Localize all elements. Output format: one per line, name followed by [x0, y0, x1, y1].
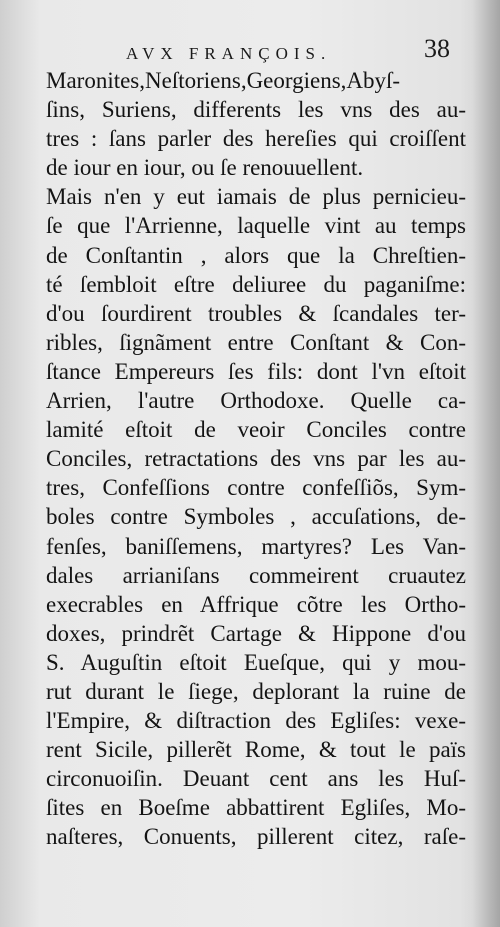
text-line: fenſes, baniſſemens, martyres? Les Van-	[46, 533, 466, 559]
text-line: de Conſtantin , alors que la Chreſtien-	[46, 242, 466, 268]
text-line: lamité eſtoit de veoir Conciles contre	[46, 417, 466, 443]
text-line: ſe que l'Arrienne, laquelle vint au temps	[46, 213, 466, 239]
page-edge-shadow	[472, 0, 500, 927]
text-line: circonuoiſin. Deuant cent ans les Huſ-	[46, 766, 466, 792]
text-line: té ſembloit eſtre deliuree du paganiſme:	[46, 271, 466, 297]
text-line: l'Empire, & diſtraction des Egliſes: vexe-	[46, 708, 466, 734]
text-line: boles contre Symboles , accuſations, de-	[46, 504, 466, 530]
text-line: rent Sicile, pillerẽt Rome, & tout le païs	[46, 737, 466, 763]
page-number: 38	[424, 34, 450, 63]
text-line: ſins, Suriens, differents les vns des au-	[46, 97, 466, 123]
text-line: d'ou ſourdirent troubles & ſcandales ter-	[46, 300, 466, 326]
text-line: Arrien, l'autre Orthodoxe. Quelle ca-	[46, 388, 466, 414]
text-line: tres : ſans parler des hereſies qui croiſſent	[46, 126, 466, 152]
text-line: dales arrianiſans commeirent cruautez	[46, 562, 466, 588]
text-line: Mais n'en y eut iamais de plus pernicieu-	[46, 184, 466, 210]
text-line: ſtance Empereurs ſes fils: dont l'vn eſtoit	[46, 358, 466, 384]
text-line: doxes, prindrẽt Cartage & Hippone d'ou	[46, 620, 466, 646]
text-line: ſites en Boeſme abbattirent Egliſes, Mo-	[46, 795, 466, 821]
text-line: S. Auguſtin eſtoit Eueſque, qui y mou-	[46, 649, 466, 675]
body-text	[46, 66, 466, 852]
text-line: rut durant le ſiege, deplorant la ruine de	[46, 678, 466, 704]
text-line: execrables en Affrique cõtre les Ortho-	[46, 591, 466, 617]
running-title: AVX FRANÇOIS.	[126, 44, 332, 63]
text-line: naſteres, Conuents, pillerent citez, raſe-	[46, 824, 466, 850]
text-line: Maronites,Neſtoriens,Georgiens,Abyſ-	[46, 68, 401, 93]
text-line: tres, Confeſſions contre confeſſiõs, Sym-	[46, 475, 466, 501]
text-line: de iour en iour, ou ſe renouuellent.	[46, 155, 364, 181]
text-line: ribles, ſignãment entre Conſtant & Con-	[46, 329, 466, 355]
text-line: Conciles, retractations des vns par les au-	[46, 446, 466, 472]
